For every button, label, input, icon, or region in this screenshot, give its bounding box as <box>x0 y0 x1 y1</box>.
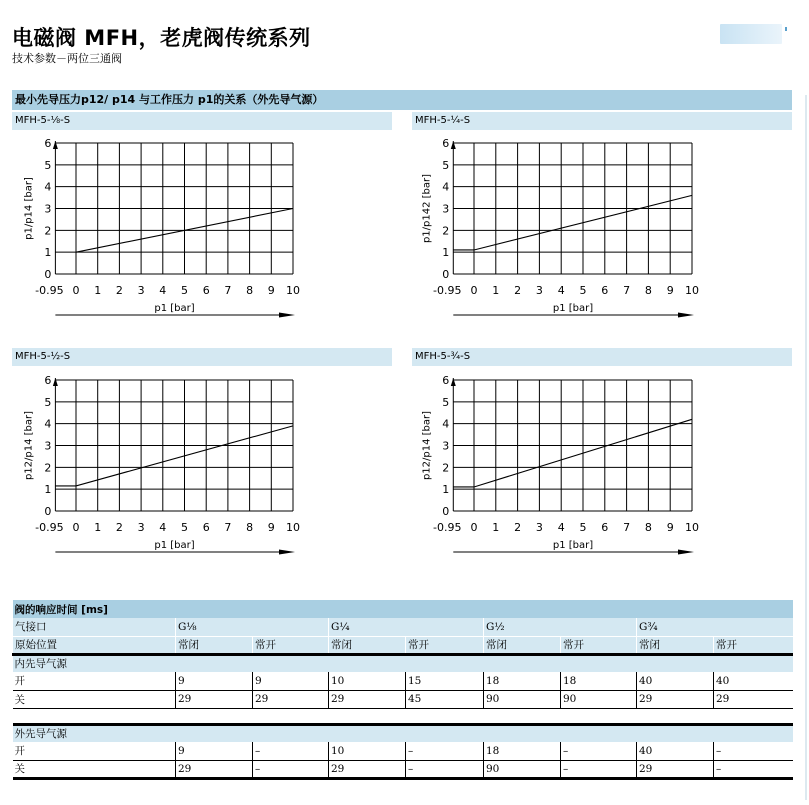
table-cell: 18 <box>484 742 561 760</box>
row-label: 开 <box>13 672 176 690</box>
x-tick-label: 7 <box>224 521 232 534</box>
series-line <box>55 426 293 486</box>
table-row <box>13 742 793 760</box>
table-cell: – <box>714 742 793 760</box>
x-axis-label: p1 [bar] <box>154 540 195 551</box>
table-row <box>13 690 793 708</box>
table-cell: 29 <box>637 690 714 708</box>
x-tick-label: 0 <box>72 521 80 534</box>
table-cell: 29 <box>637 760 714 778</box>
x-tick-label: 3 <box>137 284 145 297</box>
x-tick-label: 4 <box>557 284 565 297</box>
x-axis-arrow <box>279 550 295 555</box>
y-tick-label: 2 <box>44 224 52 238</box>
series-line <box>453 419 692 487</box>
x-tick-label: -0.95 <box>433 521 462 534</box>
x-tick-label: 9 <box>267 284 275 297</box>
x-tick-label: 2 <box>115 284 123 297</box>
table-cell: 29 <box>714 690 793 708</box>
y-axis-arrow <box>451 141 456 149</box>
group-spacer <box>13 708 793 724</box>
page-title: 电磁阀 MFH，老虎阀传统系列 <box>12 26 311 50</box>
table-cell: 18 <box>561 672 637 690</box>
x-tick-label: 3 <box>535 521 543 534</box>
chart-4 <box>421 374 699 555</box>
y-tick-label: 3 <box>44 202 52 216</box>
y-tick-label: 6 <box>442 374 450 387</box>
table-cell: 9 <box>253 672 329 690</box>
original-position-label: 原始位置 <box>13 636 176 654</box>
y-tick-label: 2 <box>442 224 450 238</box>
y-tick-label: 4 <box>44 417 52 431</box>
y-axis-label: p1/p14 [bar] <box>23 177 35 240</box>
position-header: 常闭 <box>637 636 714 654</box>
position-header: 常开 <box>406 636 484 654</box>
port-label: 气接口 <box>13 618 176 636</box>
original-position-row <box>13 636 793 654</box>
x-tick-label: 8 <box>246 284 254 297</box>
chart-1 <box>23 137 300 318</box>
position-header: 常闭 <box>176 636 253 654</box>
y-tick-label: 1 <box>442 483 450 497</box>
row-label: 开 <box>13 742 176 760</box>
x-tick-label: 10 <box>685 521 699 534</box>
x-axis-arrow <box>678 550 694 555</box>
table-row <box>13 760 793 778</box>
table-cell: 15 <box>406 672 484 690</box>
x-axis-arrow <box>279 313 295 318</box>
x-axis-label: p1 [bar] <box>552 303 594 314</box>
x-tick-label: 10 <box>286 284 300 297</box>
table-cell: 40 <box>637 742 714 760</box>
y-axis-label: p12/p14 [bar] <box>421 410 433 481</box>
y-tick-label: 4 <box>44 180 52 194</box>
table-title-row <box>13 600 793 618</box>
y-tick-label: 2 <box>442 461 450 475</box>
table-row <box>13 672 793 690</box>
x-tick-label: 6 <box>601 284 609 297</box>
x-tick-label: 6 <box>601 521 609 534</box>
table-cell: – <box>406 760 484 778</box>
chart-title-3: MFH-5-½-S <box>12 348 392 366</box>
y-tick-label: 0 <box>44 505 52 518</box>
y-tick-label: 5 <box>44 395 52 409</box>
table-cell: 10 <box>329 742 406 760</box>
y-tick-label: 3 <box>442 439 450 453</box>
table-cell: 90 <box>561 690 637 708</box>
series-line <box>453 195 692 250</box>
x-tick-label: 10 <box>286 521 300 534</box>
table-cell: 29 <box>253 690 329 708</box>
table-cell: – <box>253 760 329 778</box>
table-cell: – <box>714 760 793 778</box>
x-tick-label: 0 <box>470 521 478 534</box>
row-label: 关 <box>13 760 176 778</box>
x-tick-label: 1 <box>492 284 500 297</box>
table-cell: – <box>406 742 484 760</box>
x-tick-label: 6 <box>202 521 210 534</box>
y-tick-label: 0 <box>44 268 52 281</box>
chart-title-4: MFH-5-¾-S <box>412 348 792 366</box>
x-tick-label: 9 <box>666 521 674 534</box>
table-cell: 9 <box>176 742 253 760</box>
group-row <box>13 724 793 742</box>
y-axis-arrow <box>451 378 456 386</box>
response-time-table <box>12 600 793 780</box>
port-header: G⅛ <box>176 618 329 636</box>
y-tick-label: 1 <box>44 483 52 497</box>
position-header: 常闭 <box>484 636 561 654</box>
x-tick-label: 4 <box>557 521 565 534</box>
x-tick-label: 7 <box>623 284 631 297</box>
position-header: 常闭 <box>329 636 406 654</box>
spacer-cell <box>13 708 793 724</box>
x-tick-label: 4 <box>159 521 167 534</box>
table-cell: 40 <box>714 672 793 690</box>
y-tick-label: 0 <box>442 268 450 281</box>
table-cell: 45 <box>406 690 484 708</box>
table-title: 阀的响应时间 [ms] <box>13 600 793 618</box>
x-tick-label: 9 <box>666 284 674 297</box>
x-tick-label: 4 <box>159 284 167 297</box>
x-tick-label: 2 <box>514 521 522 534</box>
table-cell: 18 <box>484 672 561 690</box>
table-cell: 90 <box>484 760 561 778</box>
port-header: G¼ <box>329 618 484 636</box>
y-tick-label: 6 <box>442 137 450 150</box>
x-tick-label: 6 <box>202 284 210 297</box>
x-tick-label: 0 <box>470 284 478 297</box>
x-tick-label: 1 <box>492 521 500 534</box>
table-cell: 29 <box>176 690 253 708</box>
x-axis-arrow <box>678 313 694 318</box>
chart-title-2: MFH-5-¼-S <box>412 112 792 130</box>
position-header: 常开 <box>714 636 793 654</box>
x-axis-label: p1 [bar] <box>552 540 594 551</box>
x-tick-label: 1 <box>94 521 102 534</box>
table-cell: – <box>561 760 637 778</box>
x-tick-label: 2 <box>514 284 522 297</box>
x-tick-label: 5 <box>579 521 587 534</box>
chart-3 <box>23 374 300 555</box>
group-label: 外先导气源 <box>13 724 793 742</box>
y-tick-label: 6 <box>44 137 52 150</box>
table-cell: 29 <box>176 760 253 778</box>
x-tick-label: 5 <box>181 284 188 297</box>
x-tick-label: -0.95 <box>433 284 462 297</box>
table-cell: 90 <box>484 690 561 708</box>
y-axis-arrow <box>53 378 58 386</box>
x-tick-label: 0 <box>72 284 80 297</box>
x-tick-label: 7 <box>623 521 631 534</box>
x-tick-label: 9 <box>267 521 275 534</box>
table-cell: 10 <box>329 672 406 690</box>
table-cell: 29 <box>329 760 406 778</box>
section-title: 最小先导压力p12/ p14 与工作压力 p1的关系（外先导气源） <box>12 90 792 110</box>
x-tick-label: -0.95 <box>35 521 64 534</box>
table-cell: 9 <box>176 672 253 690</box>
position-header: 常开 <box>253 636 329 654</box>
table-cell: 29 <box>329 690 406 708</box>
y-axis-label: p1/p142 [bar] <box>421 173 433 244</box>
table-cell: – <box>253 742 329 760</box>
group-row <box>13 654 793 672</box>
y-tick-label: 1 <box>442 246 450 260</box>
y-tick-label: 1 <box>44 246 52 260</box>
y-axis-label: p12/p14 [bar] <box>23 410 35 481</box>
row-label: 关 <box>13 690 176 708</box>
group-label: 内先导气源 <box>13 654 793 672</box>
y-tick-label: 2 <box>44 461 52 475</box>
x-tick-label: 1 <box>94 284 102 297</box>
x-tick-label: 3 <box>535 284 543 297</box>
y-axis-arrow <box>53 141 58 149</box>
port-row <box>13 618 793 636</box>
x-tick-label: 8 <box>246 521 254 534</box>
y-tick-label: 3 <box>44 439 52 453</box>
x-axis-label: p1 [bar] <box>154 303 195 314</box>
x-tick-label: 7 <box>224 284 232 297</box>
x-tick-label: -0.95 <box>35 284 64 297</box>
port-header: G½ <box>484 618 637 636</box>
x-tick-label: 5 <box>579 284 587 297</box>
x-tick-label: 5 <box>181 521 188 534</box>
y-tick-label: 4 <box>442 417 450 431</box>
port-header: G¾ <box>637 618 793 636</box>
x-tick-label: 8 <box>644 284 652 297</box>
y-tick-label: 6 <box>44 374 52 387</box>
table-cell: – <box>561 742 637 760</box>
x-tick-label: 2 <box>115 521 123 534</box>
x-tick-label: 10 <box>685 284 699 297</box>
y-tick-label: 0 <box>442 505 450 518</box>
chart-title-1: MFH-5-⅛-S <box>12 112 392 130</box>
y-tick-label: 4 <box>442 180 450 194</box>
position-header: 常开 <box>561 636 637 654</box>
table-cell: 40 <box>637 672 714 690</box>
page-subtitle: 技术参数－两位三通阀 <box>12 52 122 65</box>
chart-2 <box>421 137 699 318</box>
x-tick-label: 8 <box>644 521 652 534</box>
x-tick-label: 3 <box>137 521 145 534</box>
y-tick-label: 5 <box>44 158 52 172</box>
y-tick-label: 5 <box>442 158 450 172</box>
y-tick-label: 3 <box>442 202 450 216</box>
y-tick-label: 5 <box>442 395 450 409</box>
